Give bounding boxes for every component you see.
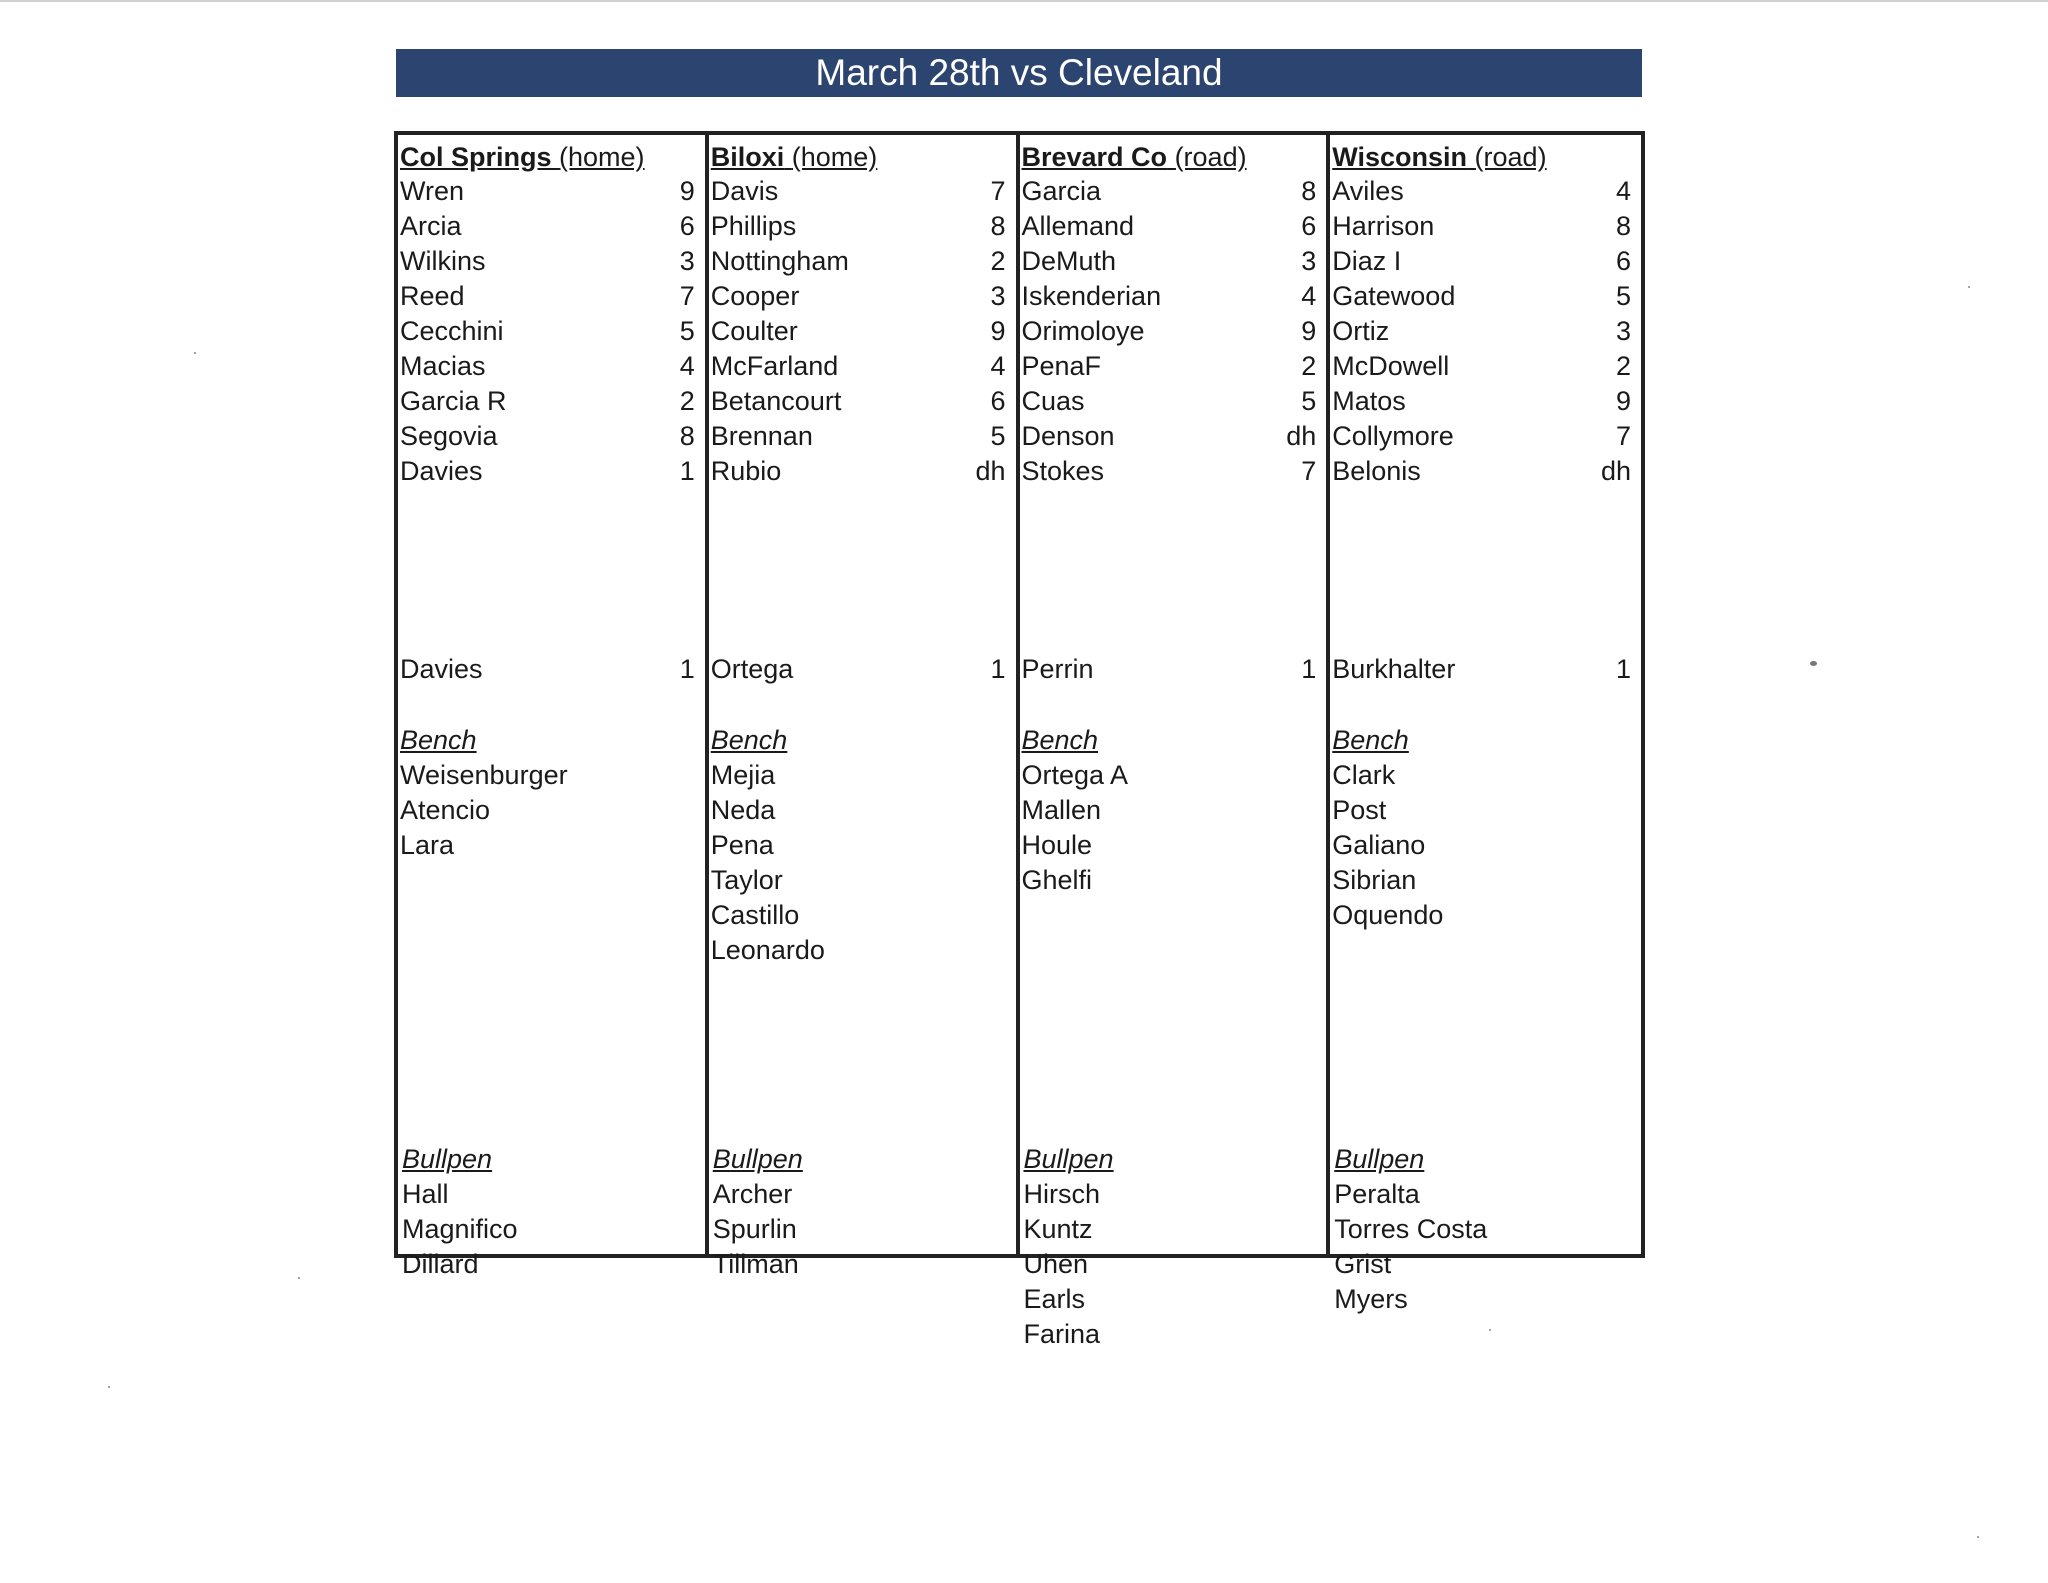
lineup-row — [400, 279, 695, 314]
bench-list — [1022, 758, 1129, 898]
bullpen-player: Uhen — [1023, 1249, 1089, 1279]
lineup-row — [1332, 174, 1631, 209]
player-position: 8 — [1301, 176, 1317, 206]
bench-label: Bench — [400, 725, 477, 755]
starting-pitcher-row — [1022, 652, 1317, 687]
bullpen-player: Spurlin — [712, 1214, 797, 1244]
lineup-row — [1332, 454, 1631, 489]
player-position: 8 — [990, 211, 1006, 241]
lineup-row — [400, 384, 695, 419]
pitcher-name: Burkhalter — [1332, 654, 1456, 684]
bench-player: Pena — [710, 830, 774, 860]
player-position: 4 — [1615, 176, 1631, 206]
team-column-wisconsin — [1330, 135, 1641, 1314]
player-name: Arcia — [400, 211, 462, 241]
bullpen-player: Torres Costa — [1334, 1214, 1488, 1244]
bullpen-player: Myers — [1334, 1284, 1408, 1314]
bench-label: Bench — [1021, 725, 1099, 755]
lineup-row — [1332, 349, 1631, 384]
pitcher-name: Davies — [400, 654, 483, 684]
lineup-row — [1022, 384, 1317, 419]
bullpen-player: Kuntz — [1023, 1214, 1093, 1244]
team-column-col-springs — [398, 135, 709, 1279]
player-position: 9 — [1301, 316, 1317, 346]
player-position: 8 — [679, 421, 695, 451]
player-position: 8 — [1615, 211, 1631, 241]
bullpen-list — [402, 1177, 518, 1282]
bench-section — [1022, 723, 1129, 898]
bullpen-player: Peralta — [1334, 1179, 1420, 1209]
player-name: Aviles — [1332, 176, 1404, 206]
lineup-row — [1332, 314, 1631, 349]
lineup-row — [1022, 244, 1317, 279]
scan-speck — [1968, 286, 1970, 288]
bench-player: Clark — [1332, 760, 1396, 790]
player-name: Garcia — [1021, 176, 1102, 206]
lineup-row — [400, 209, 695, 244]
player-name: Nottingham — [710, 246, 849, 276]
player-name: Cuas — [1021, 386, 1085, 416]
player-position: 1 — [679, 456, 695, 486]
scan-speck — [1489, 1329, 1491, 1331]
lineup-row — [711, 244, 1006, 279]
team-status: (home) — [791, 142, 878, 172]
lineup-row — [400, 244, 695, 279]
player-name: McDowell — [1332, 351, 1450, 381]
lineup-row — [400, 419, 695, 454]
pitcher-name: Ortega — [710, 654, 794, 684]
player-position: 7 — [1301, 456, 1317, 486]
player-name: Matos — [1332, 386, 1406, 416]
lineup-row — [711, 174, 1006, 209]
team-status: (road) — [1474, 142, 1547, 172]
player-name: Gatewood — [1332, 281, 1456, 311]
bullpen-label: Bullpen — [1334, 1144, 1425, 1174]
bullpen-section — [1334, 1142, 1487, 1317]
bench-player: Post — [1332, 795, 1387, 825]
player-position: 2 — [679, 386, 695, 416]
lineup-row — [1022, 174, 1317, 209]
lineup-row — [711, 419, 1006, 454]
bullpen-player: Hall — [402, 1179, 449, 1209]
bullpen-label: Bullpen — [1023, 1144, 1114, 1174]
lineup-row — [711, 209, 1006, 244]
player-position: 7 — [1615, 421, 1631, 451]
player-position: 5 — [1301, 386, 1317, 416]
player-position: 9 — [679, 176, 695, 206]
player-position: 2 — [990, 246, 1006, 276]
player-position: 3 — [1301, 246, 1317, 276]
player-name: Cooper — [710, 281, 800, 311]
lineup-row — [1022, 279, 1317, 314]
player-name: Wren — [400, 176, 465, 206]
roster-table — [394, 131, 1645, 1349]
team-name: Brevard Co — [1021, 142, 1168, 172]
bench-player: Lara — [400, 830, 455, 860]
player-position: 3 — [679, 246, 695, 276]
team-name: Biloxi — [710, 142, 785, 172]
team-name: Wisconsin — [1332, 142, 1468, 172]
lineup-row — [1332, 209, 1631, 244]
lineup-row — [711, 349, 1006, 384]
page-title: March 28th vs Cleveland — [396, 49, 1642, 97]
bench-player: Leonardo — [710, 935, 825, 965]
lineup-row — [400, 454, 695, 489]
player-position: 5 — [990, 421, 1006, 451]
player-name: Garcia R — [400, 386, 507, 416]
bench-label: Bench — [710, 725, 788, 755]
player-position: 9 — [990, 316, 1006, 346]
bench-player: Houle — [1021, 830, 1093, 860]
player-name: Diaz I — [1332, 246, 1402, 276]
bench-player: Ortega A — [1021, 760, 1129, 790]
bullpen-player: Magnifico — [402, 1214, 518, 1244]
lineup-row — [1022, 209, 1317, 244]
batting-lineup — [1332, 174, 1631, 489]
bullpen-label: Bullpen — [402, 1144, 493, 1174]
batting-lineup — [711, 174, 1006, 489]
bench-player: Atencio — [400, 795, 491, 825]
bullpen-section — [1024, 1142, 1114, 1352]
player-name: Brennan — [710, 421, 813, 451]
player-name: Orimoloye — [1021, 316, 1145, 346]
bench-section — [400, 723, 568, 863]
scan-speck — [108, 1386, 110, 1388]
lineup-row — [400, 314, 695, 349]
bench-player: Taylor — [710, 865, 783, 895]
bench-player: Mejia — [710, 760, 776, 790]
player-position: 4 — [679, 351, 695, 381]
player-position: dh — [1600, 456, 1631, 486]
player-position: 5 — [679, 316, 695, 346]
lineup-row — [1332, 244, 1631, 279]
player-position: 4 — [990, 351, 1006, 381]
player-name: Davis — [710, 176, 779, 206]
batting-lineup — [1022, 174, 1317, 489]
pitcher-name: Perrin — [1021, 654, 1094, 684]
bullpen-player: Earls — [1023, 1284, 1086, 1314]
bench-label: Bench — [1332, 725, 1409, 755]
pitcher-position: 1 — [990, 654, 1006, 684]
starting-pitcher-row — [400, 652, 695, 687]
lineup-row — [1022, 314, 1317, 349]
player-name: Ortiz — [1332, 316, 1390, 346]
bench-player: Weisenburger — [400, 760, 568, 790]
player-position: 3 — [1615, 316, 1631, 346]
player-name: Phillips — [710, 211, 797, 241]
bench-player: Galiano — [1332, 830, 1426, 860]
lineup-row — [711, 279, 1006, 314]
bullpen-section — [402, 1142, 518, 1282]
bullpen-player: Hirsch — [1023, 1179, 1101, 1209]
lineup-row — [711, 314, 1006, 349]
bench-player: Castillo — [710, 900, 800, 930]
player-name: Rubio — [710, 456, 782, 486]
lineup-row — [1022, 419, 1317, 454]
bench-list — [1332, 758, 1443, 933]
lineup-row — [400, 349, 695, 384]
lineup-row — [711, 454, 1006, 489]
player-name: Macias — [400, 351, 486, 381]
player-name: Belonis — [1332, 456, 1421, 486]
player-name: Cecchini — [400, 316, 504, 346]
bullpen-player: Dillard — [402, 1249, 479, 1279]
pitcher-position: 1 — [1301, 654, 1317, 684]
bench-player: Ghelfi — [1021, 865, 1093, 895]
pitcher-position: 1 — [1615, 654, 1631, 684]
player-name: Coulter — [710, 316, 798, 346]
player-name: Betancourt — [710, 386, 842, 416]
player-name: Iskenderian — [1021, 281, 1162, 311]
bench-section — [1332, 723, 1443, 933]
player-name: Reed — [400, 281, 465, 311]
lineup-row — [1332, 279, 1631, 314]
bullpen-label: Bullpen — [712, 1144, 803, 1174]
player-name: Davies — [400, 456, 483, 486]
starting-pitcher-row — [1332, 652, 1631, 687]
bench-list — [711, 758, 825, 968]
bullpen-list — [1334, 1177, 1487, 1317]
player-name: Harrison — [1332, 211, 1435, 241]
page-top-edge — [0, 0, 2048, 2]
player-name: Stokes — [1021, 456, 1105, 486]
lineup-row — [1022, 349, 1317, 384]
player-name: Allemand — [1021, 211, 1135, 241]
lineup-row — [1332, 384, 1631, 419]
bullpen-player: Farina — [1023, 1319, 1101, 1349]
pitcher-position: 1 — [679, 654, 695, 684]
player-name: DeMuth — [1021, 246, 1117, 276]
player-name: Denson — [1021, 421, 1115, 451]
player-name: Wilkins — [400, 246, 486, 276]
player-position: 2 — [1301, 351, 1317, 381]
player-name: McFarland — [710, 351, 839, 381]
team-status: (road) — [1174, 142, 1247, 172]
team-status: (home) — [559, 142, 645, 172]
scan-speck — [1810, 661, 1817, 666]
bullpen-list — [713, 1177, 803, 1282]
player-position: 6 — [1615, 246, 1631, 276]
team-header — [711, 139, 878, 175]
starting-pitcher-row — [711, 652, 1006, 687]
bench-section — [711, 723, 825, 968]
bullpen-player: Archer — [712, 1179, 793, 1209]
player-position: 6 — [1301, 211, 1317, 241]
batting-lineup — [400, 174, 695, 489]
bullpen-player: Grist — [1334, 1249, 1392, 1279]
bench-player: Sibrian — [1332, 865, 1417, 895]
player-position: 2 — [1615, 351, 1631, 381]
player-name: Collymore — [1332, 421, 1454, 451]
player-position: 6 — [679, 211, 695, 241]
player-position: dh — [975, 456, 1006, 486]
team-column-brevard-co — [1020, 135, 1331, 1349]
player-name: Segovia — [400, 421, 498, 451]
player-position: 6 — [990, 386, 1006, 416]
bullpen-player: Tillman — [712, 1249, 799, 1279]
bullpen-list — [1024, 1177, 1114, 1352]
bullpen-section — [713, 1142, 803, 1282]
lineup-row — [711, 384, 1006, 419]
player-position: 5 — [1615, 281, 1631, 311]
team-column-biloxi — [709, 135, 1020, 1279]
player-position: dh — [1286, 421, 1317, 451]
lineup-row — [1022, 454, 1317, 489]
player-position: 4 — [1301, 281, 1317, 311]
team-header — [1022, 139, 1247, 175]
bench-player: Oquendo — [1332, 900, 1444, 930]
team-header — [400, 139, 645, 175]
bench-player: Mallen — [1021, 795, 1102, 825]
team-name: Col Springs — [400, 142, 552, 172]
scan-speck — [1977, 1536, 1979, 1538]
scan-speck — [194, 352, 196, 354]
scan-speck — [298, 1277, 300, 1279]
player-position: 3 — [990, 281, 1006, 311]
team-header — [1332, 139, 1546, 175]
lineup-row — [400, 174, 695, 209]
lineup-row — [1332, 419, 1631, 454]
player-position: 7 — [990, 176, 1006, 206]
player-position: 7 — [679, 281, 695, 311]
player-position: 9 — [1615, 386, 1631, 416]
bench-list — [400, 758, 568, 863]
bench-player: Neda — [710, 795, 776, 825]
player-name: PenaF — [1021, 351, 1102, 381]
